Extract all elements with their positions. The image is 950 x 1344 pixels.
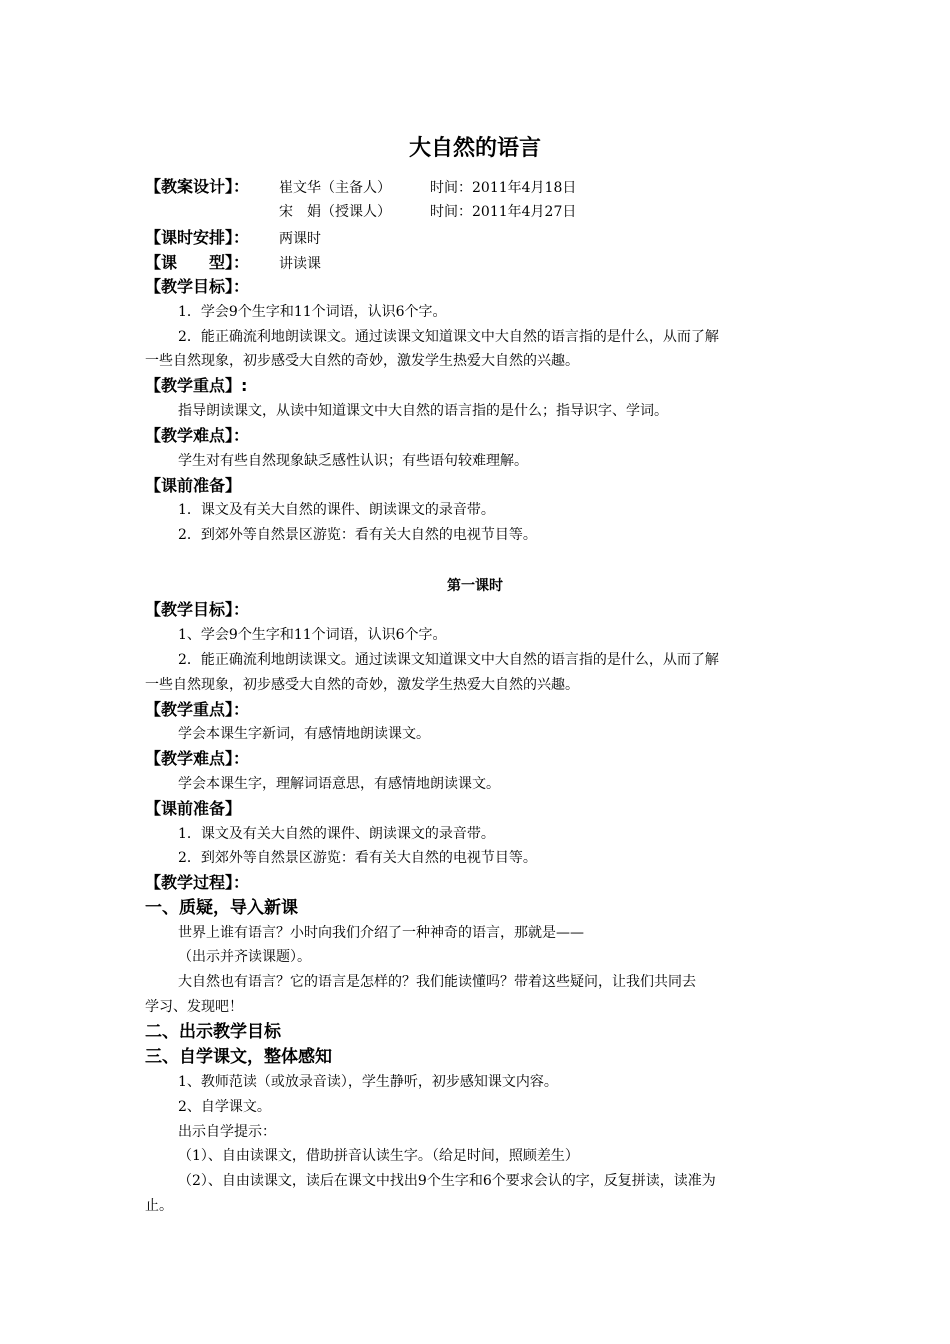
- goal-item-1: 1．学会9个生字和11个词语，认识6个字。: [178, 304, 447, 320]
- key-label: 【教学重点】:: [145, 376, 248, 395]
- lesson-1-key-text: 学会本课生字新词，有感情地朗读课文。: [178, 726, 430, 742]
- design-label: 【教案设计】：: [145, 177, 250, 196]
- section-1-heading: 一、质疑，导入新课: [145, 898, 298, 918]
- lesson-1-prep-1: 1．课文及有关大自然的课件、朗读课文的录音带。: [178, 826, 495, 842]
- lesson-1-goal-2-cont: 一些自然现象，初步感受大自然的奇妙，激发学生热爱大自然的兴趣。: [145, 677, 579, 693]
- lesson-1-goal-1: 1、学会9个生字和11个词语，认识6个字。: [178, 627, 447, 643]
- lesson-1-key-label: 【教学重点】：: [145, 700, 250, 719]
- prep-item-2: 2．到郊外等自然景区游览：看有关大自然的电视节目等。: [178, 527, 537, 543]
- section-2-heading: 二、出示教学目标: [145, 1022, 281, 1042]
- designer-name: 崔文华（主备人）: [279, 180, 391, 196]
- hours-label: 【课时安排】：: [145, 228, 250, 247]
- difficulty-label: 【教学难点】：: [145, 426, 250, 445]
- teaching-date: 时间：2011年4月27日: [430, 204, 577, 220]
- type-label: 【课 型】：: [145, 253, 250, 272]
- lesson-1-title: 第一课时: [447, 578, 503, 594]
- process-label: 【教学过程】：: [145, 873, 250, 892]
- section-1-para-3: 大自然也有语言？它的语言是怎样的？我们能读懂吗？带着这些疑问，让我们共同去: [178, 974, 696, 990]
- section-3-heading: 三、自学课文，整体感知: [145, 1047, 332, 1067]
- goals-label: 【教学目标】：: [145, 277, 250, 296]
- prep-label: 【课前准备】: [145, 476, 242, 495]
- prep-item-1: 1．课文及有关大自然的课件、朗读课文的录音带。: [178, 502, 495, 518]
- lesson-1-difficulty-label: 【教学难点】：: [145, 749, 250, 768]
- type-value: 讲读课: [279, 256, 321, 272]
- lesson-1-difficulty-text: 学会本课生字，理解词语意思，有感情地朗读课文。: [178, 776, 500, 792]
- difficulty-text: 学生对有些自然现象缺乏感性认识；有些语句较难理解。: [178, 453, 528, 469]
- section-3-para-5: （2）、自由读课文，读后在课文中找出9个生字和6个要求会认的字，反复拼读，读准为: [178, 1173, 716, 1189]
- teacher-name: 宋 娟（授课人）: [279, 204, 391, 220]
- lesson-1-prep-2: 2．到郊外等自然景区游览：看有关大自然的电视节目等。: [178, 850, 537, 866]
- lesson-1-goals-label: 【教学目标】：: [145, 600, 250, 619]
- document-title: 大自然的语言: [408, 136, 541, 161]
- goal-item-2-cont: 一些自然现象，初步感受大自然的奇妙，激发学生热爱大自然的兴趣。: [145, 353, 579, 369]
- design-date: 时间：2011年4月18日: [430, 180, 577, 196]
- section-1-para-3-cont: 学习、发现吧！: [145, 999, 243, 1015]
- section-3-para-2: 2、自学课文。: [178, 1099, 271, 1115]
- section-3-para-3: 出示自学提示：: [178, 1124, 276, 1140]
- section-1-para-2: （出示并齐读课题）。: [178, 949, 311, 965]
- hours-value: 两课时: [279, 231, 321, 247]
- lesson-1-goal-2: 2．能正确流利地朗读课文。通过读课文知道课文中大自然的语言指的是什么，从而了解: [178, 652, 719, 668]
- lesson-1-prep-label: 【课前准备】: [145, 799, 242, 818]
- key-text: 指导朗读课文，从读中知道课文中大自然的语言指的是什么；指导识字、学词。: [178, 403, 668, 419]
- section-3-para-4: （1）、自由读课文，借助拼音认读生字。（给足时间，照顾差生）: [178, 1148, 579, 1164]
- section-3-para-1: 1、教师范读（或放录音读），学生静听，初步感知课文内容。: [178, 1074, 558, 1090]
- section-1-para-1: 世界上谁有语言？小时向我们介绍了一种神奇的语言，那就是——: [178, 925, 584, 941]
- goal-item-2: 2．能正确流利地朗读课文。通过读课文知道课文中大自然的语言指的是什么，从而了解: [178, 329, 719, 345]
- section-3-para-5-cont: 止。: [145, 1198, 173, 1214]
